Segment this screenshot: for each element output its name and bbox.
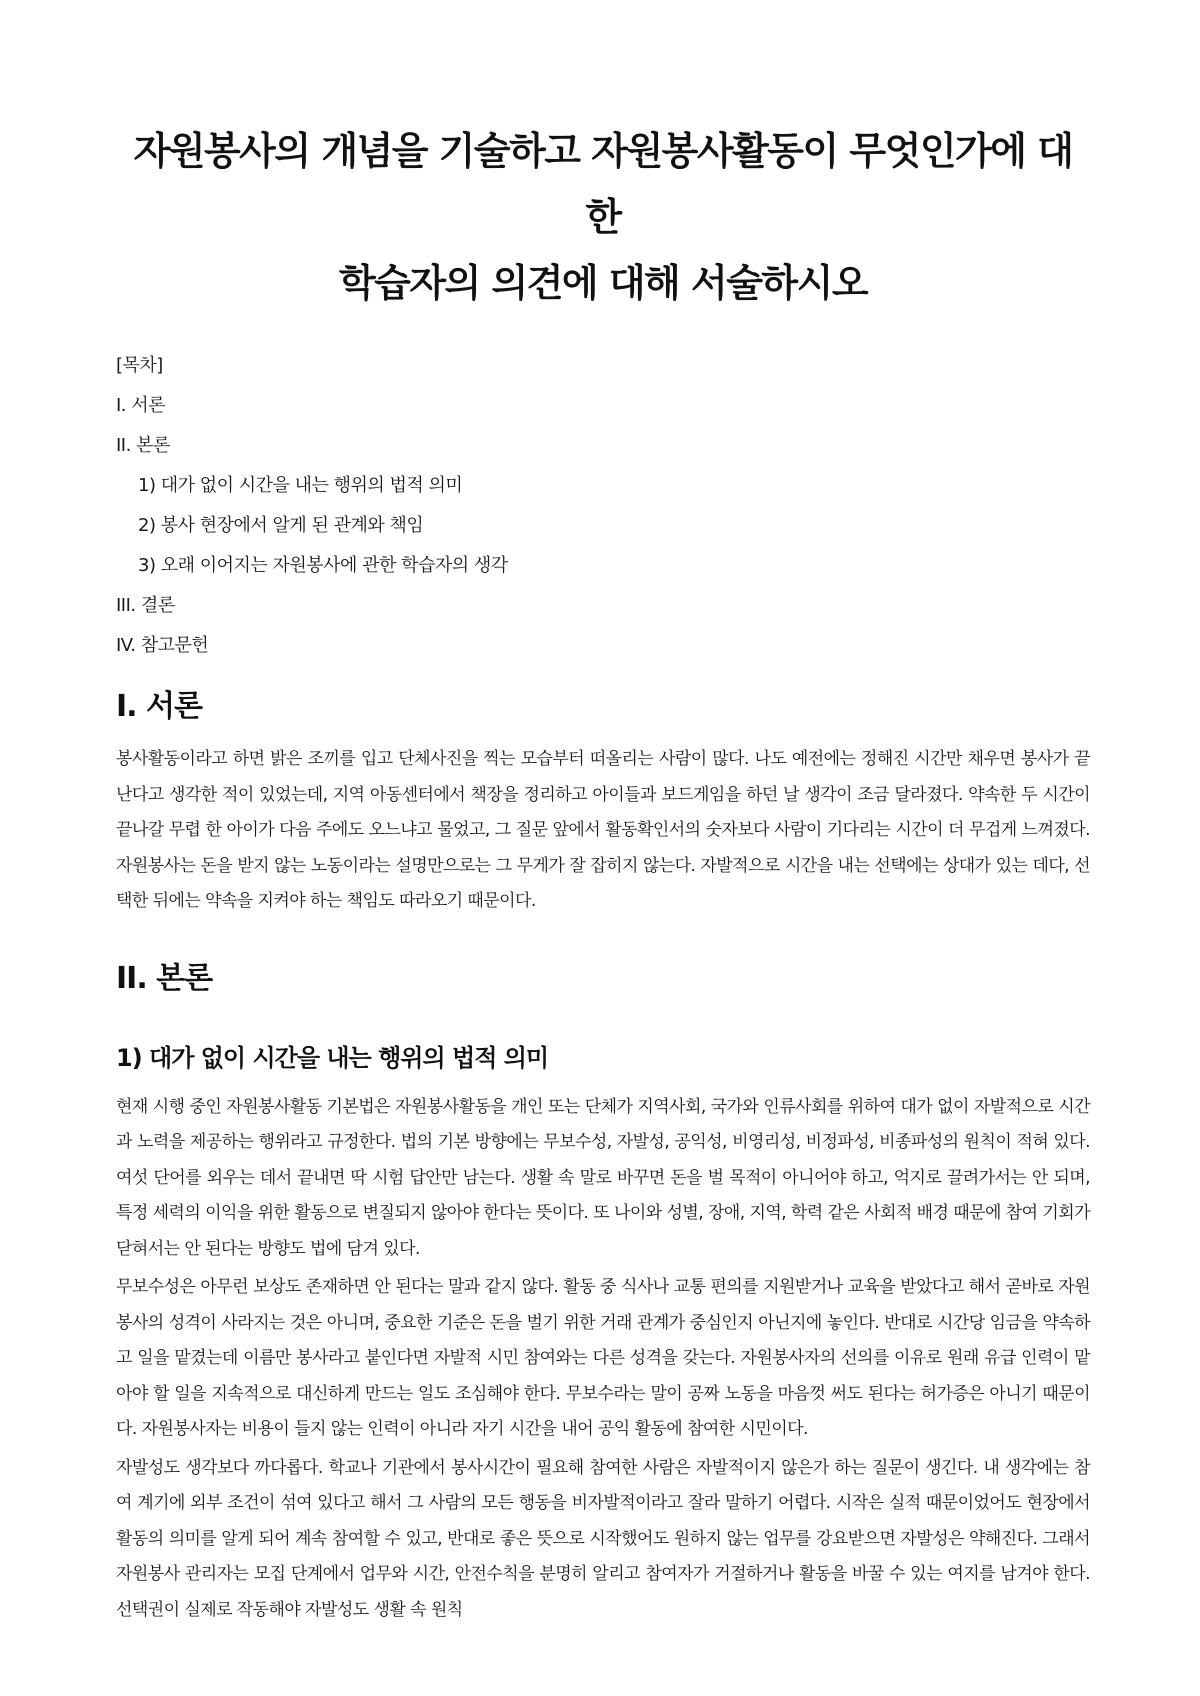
toc-item-intro: I. 서론 — [116, 395, 166, 416]
toc-item-references: IV. 참고문헌 — [116, 635, 209, 656]
toc-item-body-sub1: 1) 대가 없이 시간을 내는 행위의 법적 의미 — [138, 475, 463, 496]
toc-item-conclusion: III. 결론 — [116, 595, 175, 616]
intro-paragraph: 봉사활동이라고 하면 밝은 조끼를 입고 단체사진을 찍는 모습부터 떠올리는 사람이 많다. 나도 예전에는 정해진 시간만 채우면 봉사가 끝난다고 생각한 적이 있었는데, 지역 아동센터에서 책장을 정리하고 아이들과 보드게임을 하던 날 생각이 조금 달라졌다. 약속한 두 시간이 끝나갈 무렵 한 아이가 다음 주에도 오느냐고 물었고, 그 질문 앞에서 활동확인서의 숫자보다 사람이 기다리는 시간이 더 무겁게 느껴졌다. 자원봉사는 돈을 받지 않는 노동이라는 설명만으로는 그 무게가 잘 잡히지 않는다. 자발적으로 시간을 내는 선택에는 상대가 있는 데다, 선택한 뒤에는 약속을 지켜야 하는 책임도 따라오기 때문이다. — [116, 749, 1090, 911]
toc-heading: [목차] — [116, 355, 163, 376]
table-of-contents — [116, 346, 1090, 666]
document-title-line-2: 학습자의 의견에 대해 서술하시오 — [338, 261, 868, 305]
subsection-heading-legal-meaning: 1) 대가 없이 시간을 내는 행위의 법적 의미 — [116, 1043, 549, 1072]
toc-item-body-sub2: 2) 봉사 현장에서 알게 된 관계와 책임 — [138, 515, 424, 536]
document-title — [116, 118, 1090, 316]
toc-item-body: II. 본론 — [116, 435, 170, 456]
section-heading-body: II. 본론 — [116, 960, 213, 996]
toc-item-body-sub3: 3) 오래 이어지는 자원봉사에 관한 학습자의 생각 — [138, 555, 508, 576]
section-heading-intro: I. 서론 — [116, 689, 202, 724]
body-paragraph-1: 현재 시행 중인 자원봉사활동 기본법은 자원봉사활동을 개인 또는 단체가 지역사회, 국가와 인류사회를 위하여 대가 없이 자발적으로 시간과 노력을 제공하는 행위라고 규정한다. 법의 기본 방향에는 무보수성, 자발성, 공익성, 비영리성, 비정파성, 비종파성의 원칙이 적혀 있다. 여섯 단어를 외우는 데서 끝내면 딱 시험 답안만 남는다. 생활 속 말로 바꾸면 돈을 벌 목적이 아니어야 하고, 억지로 끌려가서는 안 되며, 특정 세력의 이익을 위한 활동으로 변질되지 않아야 한다는 뜻이다. 또 나이와 성별, 장애, 지역, 학력 같은 사회적 배경 때문에 참여 기회가 닫혀서는 안 된다는 방향도 법에 담겨 있다. — [116, 1096, 1090, 1259]
body-paragraph-2: 무보수성은 아무런 보상도 존재하면 안 된다는 말과 같지 않다. 활동 중 식사나 교통 편의를 지원받거나 교육을 받았다고 해서 곧바로 자원봉사의 성격이 사라지는 것은 아니며, 중요한 기준은 돈을 벌기 위한 거래 관계가 중심인지 아닌지에 놓인다. 반대로 시간당 임금을 약속하고 일을 맡겼는데 이름만 봉사라고 붙인다면 자발적 시민 참여와는 다른 성격을 갖는다. 자원봉사자의 선의를 이유로 원래 유급 인력이 맡아야 할 일을 지속적으로 대신하게 만드는 일도 조심해야 한다. 무보수라는 말이 공짜 노동을 마음껏 써도 된다는 허가증은 아니기 때문이다. 자원봉사자는 비용이 들지 않는 인력이 아니라 자기 시간을 내어 공익 활동에 참여한 시민이다. — [116, 1277, 1090, 1439]
body-paragraph-3: 자발성도 생각보다 까다롭다. 학교나 기관에서 봉사시간이 필요해 참여한 사람은 자발적이지 않은가 하는 질문이 생긴다. 내 생각에는 참여 계기에 외부 조건이 섞여 있다고 해서 그 사람의 모든 행동을 비자발적이라고 잘라 말하기 어렵다. 시작은 실적 때문이었어도 현장에서 활동의 의미를 알게 되어 계속 참여할 수 있고, 반대로 좋은 뜻으로 시작했어도 원하지 않는 업무를 강요받으면 자발성은 약해진다. 그래서 자원봉사 관리자는 모집 단계에서 업무와 시간, 안전수칙을 분명히 알리고 참여자가 거절하거나 활동을 바꿀 수 있는 여지를 남겨야 한다. 선택권이 실제로 작동해야 자발성도 생활 속 원칙 — [116, 1457, 1090, 1620]
document-title-line-1: 자원봉사의 개념을 기술하고 자원봉사활동이 무엇인가에 대한 — [133, 129, 1073, 239]
